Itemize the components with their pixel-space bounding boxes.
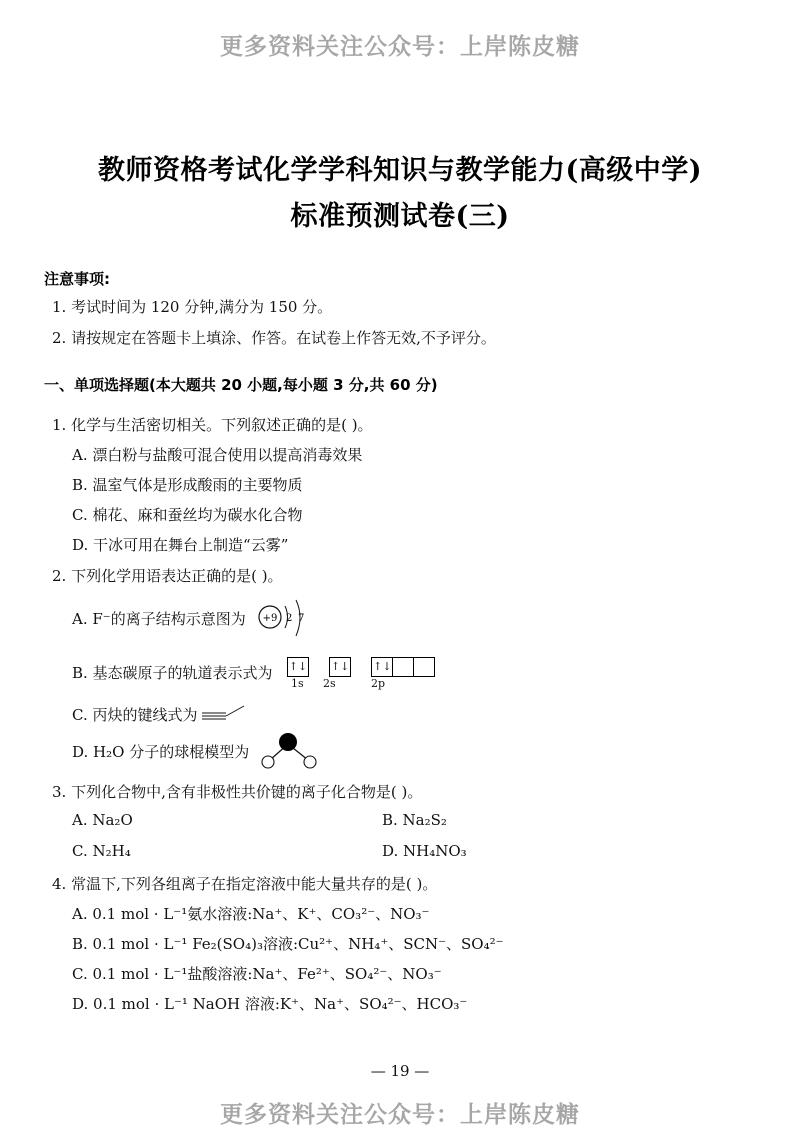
water-ball-stick-model [258, 730, 320, 772]
page-title-line2: 标准预测试卷(三) [290, 201, 510, 232]
watermark-bottom: 更多资料关注公众号：上岸陈皮糖 [220, 1102, 580, 1128]
orbital-2p-3 [414, 657, 435, 677]
q4-option-d: D. 0.1 mol · L⁻¹ NaOH 溶液:K⁺、Na⁺、SO₄²⁻、HCO₃⁻ [72, 995, 468, 1013]
page-title-line1: 教师资格考试化学学科知识与教学能力(高级中学) [97, 155, 703, 186]
q1-option-c: C. 棉花、麻和蚕丝均为碳水化合物 [72, 506, 303, 524]
q3-stem: 3. 下列化合物中,含有非极性共价键的离子化合物是( )。 [52, 783, 423, 801]
q2-option-a: A. F⁻的离子结构示意图为 [72, 610, 246, 628]
page-number: — 19 — [370, 1062, 430, 1080]
orbital-2p-2 [393, 657, 414, 677]
hydrogen-atom-right [304, 756, 316, 768]
q1-option-b: B. 温室气体是形成酸雨的主要物质 [72, 476, 303, 494]
q2-stem: 2. 下列化学用语表达正确的是( )。 [52, 567, 283, 585]
q4-option-b: B. 0.1 mol · L⁻¹ Fe₂(SO₄)₃溶液:Cu²⁺、NH₄⁺、SCN⁻、SO₄²⁻ [72, 935, 504, 953]
notice-heading: 注意事项: [44, 270, 110, 288]
notice-item-1: 1. 考试时间为 120 分钟,满分为 150 分。 [52, 298, 333, 316]
q1-stem: 1. 化学与生活密切相关。下列叙述正确的是( )。 [52, 416, 373, 434]
orbital-2s: ↑↓ [329, 657, 351, 677]
orbital-label-2s: 2s [323, 677, 336, 690]
notice-item-2: 2. 请按规定在答题卡上填涂、作答。在试卷上作答无效,不予评分。 [52, 329, 496, 347]
q2-option-b: B. 基态碳原子的轨道表示式为 [72, 664, 273, 682]
section-heading: 一、单项选择题(本大题共 20 小题,每小题 3 分,共 60 分) [44, 376, 438, 394]
nucleus-charge: +9 [262, 613, 278, 624]
q1-option-d: D. 干冰可用在舞台上制造“云雾” [72, 536, 289, 554]
q4-option-c: C. 0.1 mol · L⁻¹盐酸溶液:Na⁺、Fe²⁺、SO₄²⁻、NO₃⁻ [72, 965, 442, 983]
propyne-skeletal-formula [200, 702, 248, 722]
ion-structure-diagram [252, 596, 312, 642]
q1-option-a: A. 漂白粉与盐酸可混合使用以提高消毒效果 [72, 446, 363, 464]
q3-option-c: C. N₂H₄ [72, 842, 131, 860]
watermark-top: 更多资料关注公众号：上岸陈皮糖 [220, 34, 580, 60]
orbital-diagram [287, 656, 435, 690]
shell-1-count: 2 [286, 613, 293, 624]
orbital-1s: ↑↓ [287, 657, 309, 677]
q2-option-c: C. 丙炔的键线式为 [72, 706, 198, 724]
orbital-label-1s: 1s [291, 677, 304, 690]
q3-option-b: B. Na₂S₂ [382, 811, 447, 829]
q3-option-d: D. NH₄NO₃ [382, 842, 467, 860]
q2-option-d: D. H₂O 分子的球棍模型为 [72, 743, 250, 761]
oxygen-atom [279, 733, 297, 751]
q4-stem: 4. 常温下,下列各组离子在指定溶液中能大量共存的是( )。 [52, 875, 438, 893]
q4-option-a: A. 0.1 mol · L⁻¹氨水溶液:Na⁺、K⁺、CO₃²⁻、NO₃⁻ [72, 905, 430, 923]
shell-2-count: 7 [298, 613, 305, 624]
hydrogen-atom-left [262, 756, 274, 768]
q3-option-a: A. Na₂O [72, 811, 133, 829]
orbital-label-2p: 2p [371, 677, 386, 690]
orbital-2p-1: ↑↓ [371, 657, 393, 677]
